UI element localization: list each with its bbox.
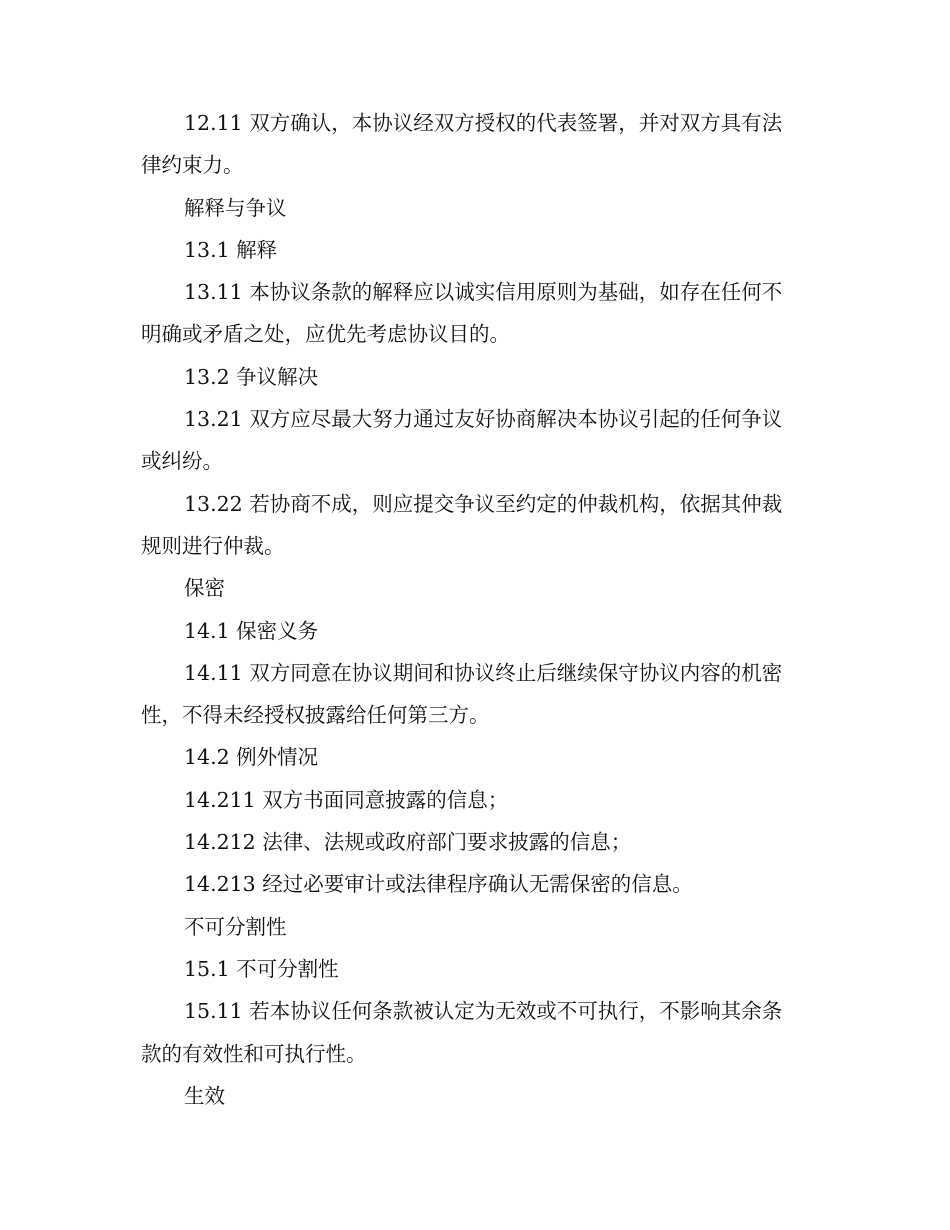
clause-14-11: 14.11 双方同意在协议期间和协议终止后继续保守协议内容的机密性，不得未经授权披露给任何第三方。: [141, 660, 783, 728]
clause-14-2-heading: 14.2 例外情况: [184, 745, 319, 770]
clause-13-21: 13.21 双方应尽最大努力通过友好协商解决本协议引起的任何争议或纠纷。: [141, 407, 783, 474]
clause-13-2-heading: 13.2 争议解决: [184, 364, 319, 389]
document-body: [141, 102, 796, 1117]
clause-13-11: 13.11 本协议条款的解释应以诚实信用原则为基础，如存在任何不明确或矛盾之处，应优先考虑协议目的。: [141, 280, 783, 347]
section-heading-interpretation-disputes: 解释与争议: [184, 195, 287, 220]
clause-14-211: 14.211 双方书面同意披露的信息；: [184, 787, 509, 812]
clause-13-22: 13.22 若协商不成，则应提交争议至约定的仲裁机构，依据其仲裁规则进行仲裁。: [141, 491, 783, 558]
clause-15-11: 15.11 若本协议任何条款被认定为无效或不可执行，不影响其余条款的有效性和可执行性。: [141, 999, 783, 1066]
section-heading-severability: 不可分割性: [184, 914, 287, 939]
section-heading-confidentiality: 保密: [184, 576, 225, 601]
section-heading-effectiveness: 生效: [184, 1083, 225, 1108]
clause-14-213: 14.213 经过必要审计或法律程序确认无需保密的信息。: [184, 872, 693, 897]
clause-13-1-heading: 13.1 解释: [184, 237, 278, 262]
clause-14-1-heading: 14.1 保密义务: [184, 618, 319, 643]
clause-12-11: 12.11 双方确认，本协议经双方授权的代表签署，并对双方具有法律约束力。: [141, 111, 783, 178]
clause-15-1-heading: 15.1 不可分割性: [184, 956, 339, 981]
clause-14-212: 14.212 法律、法规或政府部门要求披露的信息；: [184, 830, 632, 855]
